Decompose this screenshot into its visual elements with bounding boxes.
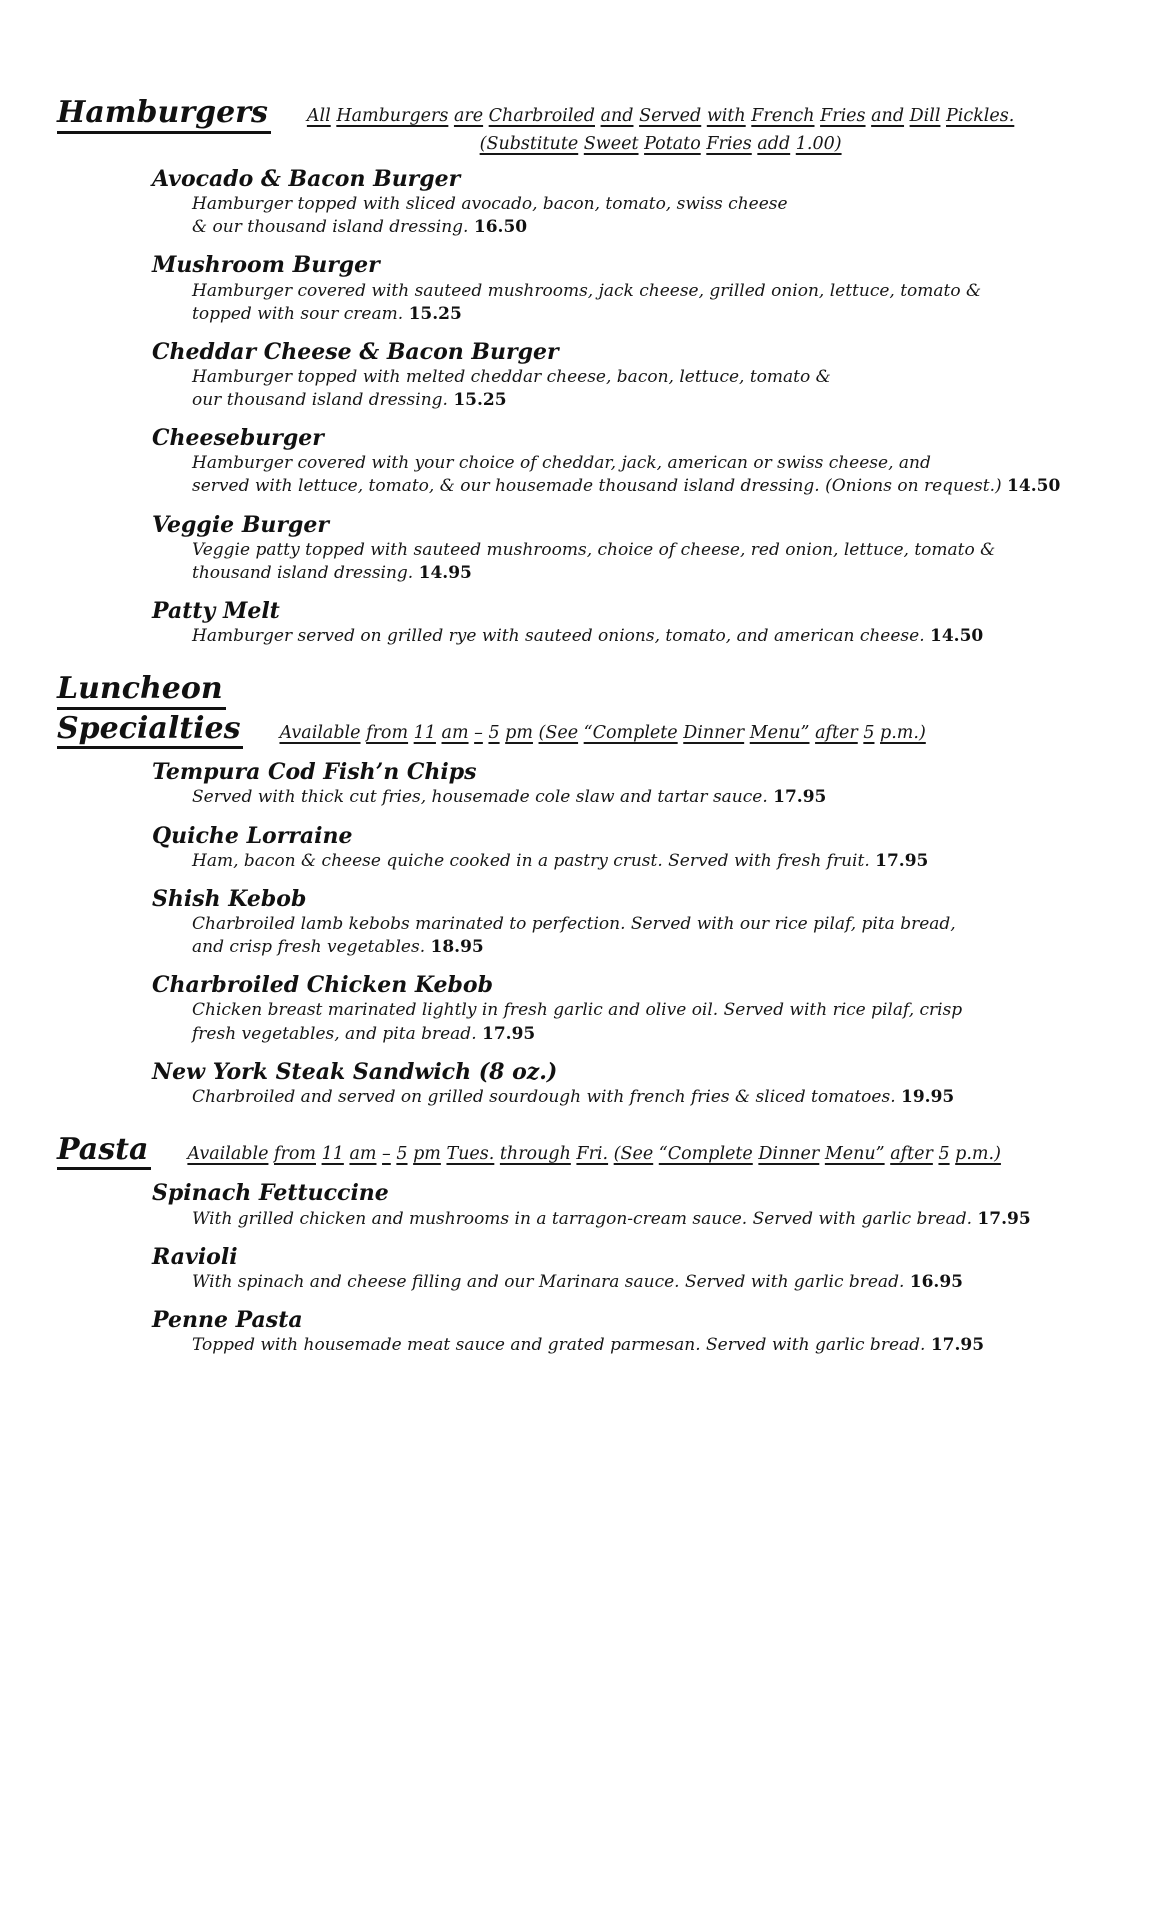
menu-item bbox=[152, 885, 1130, 959]
note-word: Fries bbox=[706, 134, 752, 154]
note-word: and bbox=[871, 106, 905, 126]
item-name: Veggie Burger bbox=[152, 511, 329, 538]
item-description-line: topped with sour cream. 15.25 bbox=[192, 303, 462, 324]
item-price: 16.95 bbox=[909, 1271, 963, 1292]
note-word: with bbox=[706, 106, 746, 126]
note-word: Fries bbox=[820, 106, 866, 126]
item-description-line: Ham, bacon & cheese quiche cooked in a pastry crust. Served with fresh fruit. 17.95 bbox=[192, 850, 929, 871]
note-word: Dinner bbox=[683, 723, 745, 744]
item-name: Spinach Fettuccine bbox=[152, 1180, 389, 1207]
item-name: Cheddar Cheese & Bacon Burger bbox=[152, 338, 559, 365]
note-word: after bbox=[815, 723, 858, 744]
item-price: 15.25 bbox=[408, 303, 462, 324]
note-word: (See bbox=[613, 1144, 654, 1165]
note-word: Available bbox=[279, 723, 361, 744]
note-word: add bbox=[757, 134, 791, 154]
item-description-line: Hamburger covered with sauteed mushrooms, jack cheese, grilled onion, lettuce, tomato & bbox=[192, 280, 982, 301]
note-word: 11 bbox=[321, 1144, 344, 1165]
item-price: 18.95 bbox=[430, 937, 484, 958]
item-price: 17.95 bbox=[482, 1023, 536, 1044]
item-price: 19.95 bbox=[901, 1086, 955, 1107]
item-description-line: thousand island dressing. 14.95 bbox=[192, 562, 472, 583]
item-description-line: Veggie patty topped with sauteed mushrooms, choice of cheese, red onion, lettuce, tomato & bbox=[192, 539, 996, 560]
item-description bbox=[192, 913, 1130, 959]
item-description bbox=[192, 786, 1130, 809]
item-name: Quiche Lorraine bbox=[152, 822, 353, 849]
note-word: pm bbox=[505, 723, 533, 744]
note-word: through bbox=[499, 1144, 571, 1165]
note-word: French bbox=[751, 106, 815, 126]
item-description bbox=[192, 539, 1130, 585]
menu-item bbox=[152, 1058, 1130, 1109]
section-title bbox=[57, 672, 243, 751]
item-name: Charbroiled Chicken Kebob bbox=[152, 972, 493, 999]
note-word: – bbox=[474, 723, 483, 744]
note-word: Tues. bbox=[446, 1144, 495, 1165]
section-note bbox=[187, 1140, 1001, 1172]
section-note-line1 bbox=[307, 102, 1014, 130]
item-price: 16.50 bbox=[473, 217, 528, 238]
note-word: – bbox=[382, 1144, 391, 1165]
item-description bbox=[192, 625, 1130, 648]
item-name: New York Steak Sandwich (8 oz.) bbox=[152, 1058, 558, 1085]
note-word: (Substitute bbox=[479, 134, 579, 154]
note-word: 5 bbox=[938, 1144, 950, 1165]
item-price: 14.50 bbox=[930, 626, 984, 647]
section-note bbox=[279, 719, 925, 751]
note-word: am bbox=[441, 723, 469, 744]
section-header bbox=[57, 672, 1130, 751]
item-description-line: Charbroiled lamb kebobs marinated to perfection. Served with our rice pilaf, pita bread, bbox=[192, 914, 956, 935]
note-word: Potato bbox=[644, 134, 701, 154]
item-name: Avocado & Bacon Burger bbox=[152, 166, 461, 192]
note-word: after bbox=[890, 1144, 933, 1165]
item-description-line: and crisp fresh vegetables. 18.95 bbox=[192, 937, 484, 958]
note-word: Hamburgers bbox=[336, 106, 449, 126]
section-title-line: Luncheon bbox=[57, 672, 226, 710]
note-word: 11 bbox=[413, 723, 436, 744]
note-word: are bbox=[453, 106, 484, 126]
menu-item bbox=[152, 1179, 1130, 1230]
note-word: Menu” bbox=[824, 1144, 885, 1165]
item-description bbox=[192, 1086, 1130, 1109]
menu-section bbox=[57, 96, 1130, 648]
menu-item bbox=[152, 822, 1130, 873]
note-word: “Complete bbox=[658, 1144, 753, 1165]
note-word: p.m.) bbox=[955, 1144, 1001, 1165]
item-description bbox=[192, 452, 1130, 498]
note-word: Dill bbox=[909, 106, 941, 126]
menu-section bbox=[57, 1133, 1130, 1357]
item-price: 17.95 bbox=[977, 1208, 1031, 1229]
item-description-line: served with lettuce, tomato, & our housemade thousand island dressing. (Onions on request.) 14.50 bbox=[192, 476, 1061, 497]
section-items bbox=[152, 165, 1130, 648]
note-word: Sweet bbox=[583, 134, 639, 154]
section-items bbox=[152, 758, 1130, 1109]
item-name: Mushroom Burger bbox=[152, 252, 380, 279]
item-price: 17.95 bbox=[773, 787, 827, 808]
item-name: Tempura Cod Fish’n Chips bbox=[152, 759, 477, 786]
note-word: Available bbox=[187, 1144, 269, 1165]
note-word: am bbox=[349, 1144, 377, 1165]
menu-item bbox=[152, 251, 1130, 325]
note-word: Charbroiled bbox=[488, 106, 595, 126]
item-description-line: With grilled chicken and mushrooms in a tarragon-cream sauce. Served with garlic bread. 17.95 bbox=[192, 1208, 1031, 1229]
item-description-line: Topped with housemade meat sauce and grated parmesan. Served with garlic bread. 17.95 bbox=[192, 1335, 985, 1356]
item-description bbox=[192, 193, 1130, 239]
item-description-line: With spinach and cheese filling and our Marinara sauce. Served with garlic bread. 16.95 bbox=[192, 1271, 963, 1292]
menu-item bbox=[152, 1243, 1130, 1294]
note-word: Dinner bbox=[758, 1144, 820, 1165]
note-word: and bbox=[600, 106, 634, 126]
note-word: from bbox=[366, 723, 409, 744]
item-description-line: Hamburger topped with melted cheddar cheese, bacon, lettuce, tomato & bbox=[192, 366, 831, 387]
menu-section bbox=[57, 672, 1130, 1109]
menu-item bbox=[152, 1306, 1130, 1357]
menu-item bbox=[152, 758, 1130, 809]
section-note-line1 bbox=[279, 719, 925, 747]
section-title-line: Specialties bbox=[57, 712, 243, 750]
section-title bbox=[57, 1133, 151, 1173]
menu-item bbox=[152, 424, 1130, 498]
menu-item bbox=[152, 971, 1130, 1045]
item-description-line: our thousand island dressing. 15.25 bbox=[192, 390, 507, 411]
note-word: Fri. bbox=[576, 1144, 609, 1165]
section-items bbox=[152, 1179, 1130, 1357]
item-description-line: Chicken breast marinated lightly in fresh garlic and olive oil. Served with rice pilaf, crisp bbox=[192, 1000, 963, 1021]
note-word: 5 bbox=[863, 723, 875, 744]
item-description bbox=[192, 366, 1130, 412]
note-word: Pickles. bbox=[946, 106, 1015, 126]
item-description-line: Served with thick cut fries, housemade cole slaw and tartar sauce. 17.95 bbox=[192, 787, 827, 808]
section-note-line2 bbox=[307, 130, 1014, 158]
item-description-line: Hamburger covered with your choice of cheddar, jack, american or swiss cheese, and bbox=[192, 453, 931, 474]
item-name: Patty Melt bbox=[152, 597, 280, 624]
item-price: 17.95 bbox=[930, 1335, 985, 1356]
section-header bbox=[57, 96, 1130, 158]
item-price: 17.95 bbox=[875, 850, 929, 871]
section-title bbox=[57, 96, 271, 136]
menu-item bbox=[152, 165, 1130, 239]
section-title-line: Hamburgers bbox=[57, 96, 271, 134]
item-description bbox=[192, 1334, 1130, 1357]
item-description bbox=[192, 850, 1130, 873]
note-word: Served bbox=[639, 106, 702, 126]
note-word: Menu” bbox=[749, 723, 810, 744]
note-word: (See bbox=[538, 723, 579, 744]
note-word: 1.00) bbox=[795, 134, 842, 154]
item-name: Ravioli bbox=[152, 1243, 238, 1270]
note-word: from bbox=[274, 1144, 316, 1165]
section-header bbox=[57, 1133, 1130, 1173]
item-description-line: Charbroiled and served on grilled sourdough with french fries & sliced tomatoes. 19.95 bbox=[192, 1086, 955, 1107]
section-note bbox=[307, 96, 1014, 158]
item-name: Shish Kebob bbox=[152, 885, 307, 912]
item-name: Cheeseburger bbox=[152, 425, 324, 452]
note-word: All bbox=[306, 106, 331, 126]
item-name: Penne Pasta bbox=[152, 1307, 303, 1333]
note-word: “Complete bbox=[583, 723, 678, 744]
item-price: 14.95 bbox=[418, 562, 472, 583]
item-description-line: & our thousand island dressing. 16.50 bbox=[192, 217, 528, 238]
note-word: p.m.) bbox=[880, 723, 926, 744]
note-word: 5 bbox=[396, 1144, 408, 1165]
item-description bbox=[192, 999, 1130, 1045]
note-word: pm bbox=[413, 1144, 441, 1165]
section-note-line1 bbox=[187, 1140, 1001, 1168]
section-title-line: Pasta bbox=[57, 1133, 151, 1171]
item-description bbox=[192, 280, 1130, 326]
item-description bbox=[192, 1271, 1130, 1294]
item-price: 15.25 bbox=[453, 390, 507, 411]
note-word: 5 bbox=[488, 723, 500, 744]
menu-item bbox=[152, 338, 1130, 412]
item-description-line: fresh vegetables, and pita bread. 17.95 bbox=[192, 1023, 536, 1044]
item-description-line: Hamburger topped with sliced avocado, bacon, tomato, swiss cheese bbox=[192, 194, 788, 215]
menu-item bbox=[152, 511, 1130, 585]
item-price: 14.50 bbox=[1007, 476, 1061, 497]
item-description bbox=[192, 1208, 1130, 1231]
item-description-line: Hamburger served on grilled rye with sauteed onions, tomato, and american cheese. 14.50 bbox=[192, 626, 984, 647]
menu-item bbox=[152, 597, 1130, 648]
